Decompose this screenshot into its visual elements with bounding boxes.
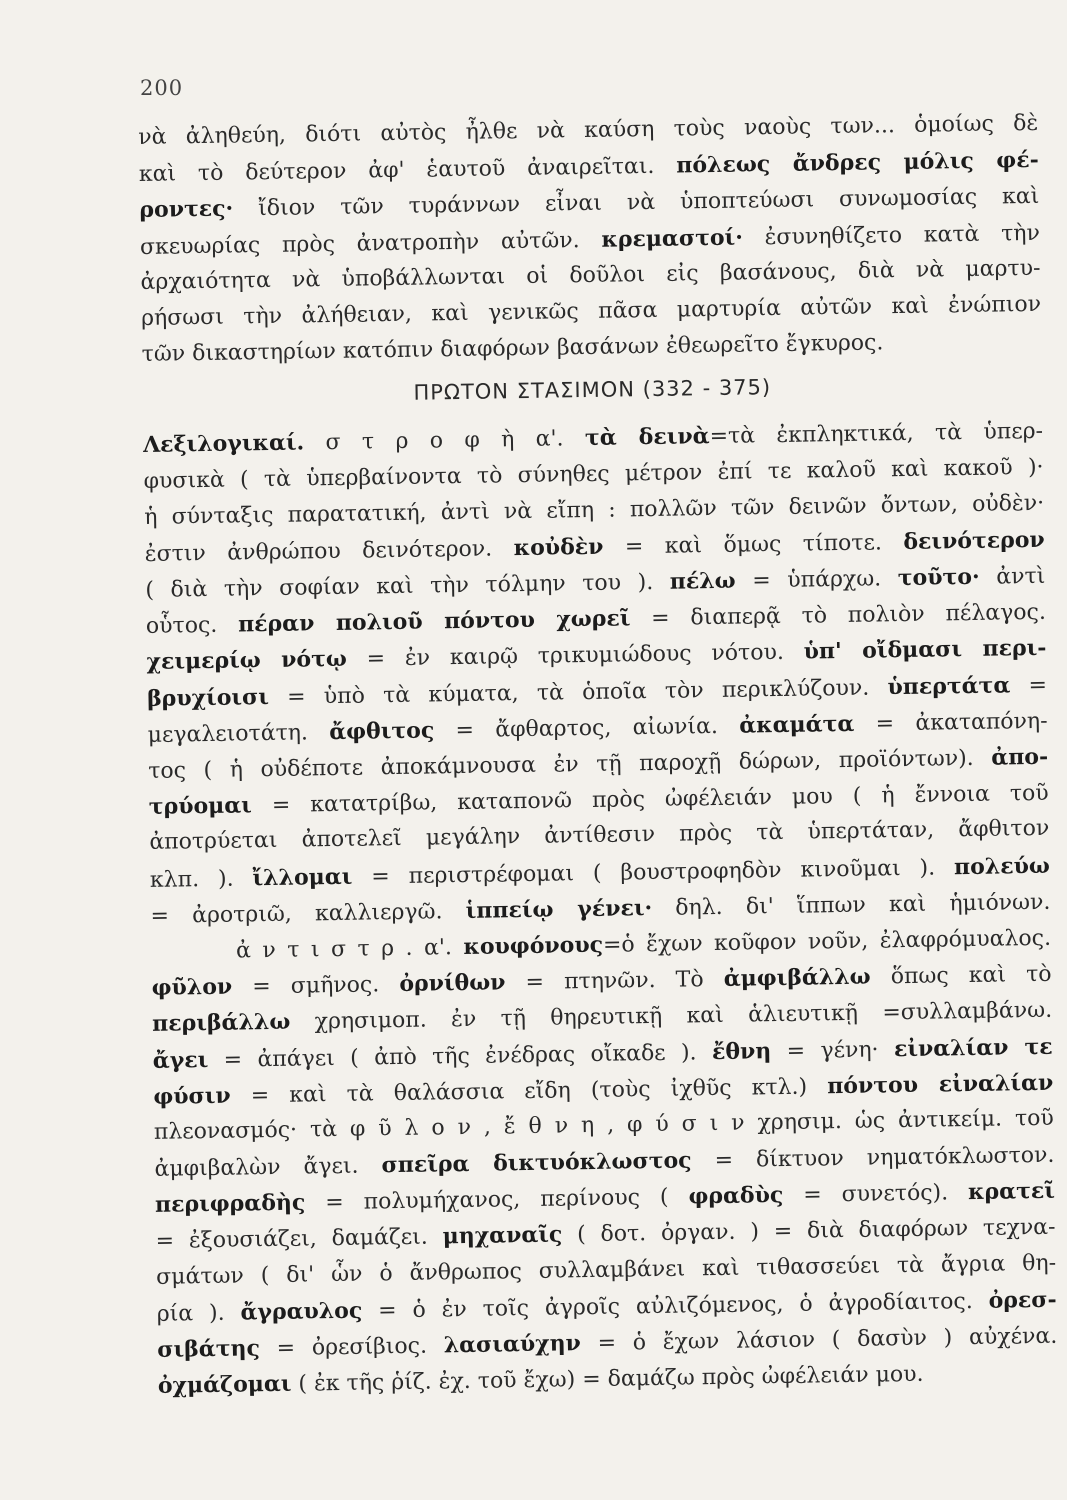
gloss-text: ἡ σύνταξις παρατατική, ἀντὶ νὰ εἴπη : πολλῶν τῶν δεινῶν ὄντων, οὐδὲν· — [144, 490, 1045, 530]
section-heading: ΠΡΩΤΟΝ ΣΤΑΣΙΜΟΝ (332 - 375) — [413, 375, 772, 406]
gloss-text: τος ( ἡ οὐδέποτε ἀποκάμνουσα ἐν τῇ παροχῇ δώρων, προϊόντων). — [148, 745, 992, 784]
lemma-term: κουφόνους — [463, 931, 604, 960]
lemma-term: μηχαναῖς — [442, 1221, 563, 1250]
gloss-text: καὶ τὸ δεύτερον ἀφ' ἑαυτοῦ ἀναιρεῖται. — [138, 153, 677, 188]
gloss-text: νὰ ἀληθεύη, διότι αὐτὸς ἦλθε νὰ καύση τοὺς ναοὺς των... ὁμοίως δὲ — [138, 110, 1039, 150]
lemma-term: πέραν πολιοῦ πόντου χωρεῖ — [237, 605, 631, 638]
gloss-text: = καὶ ὅμως τίποτε. — [603, 529, 904, 560]
gloss-text: ρήσωσι τὴν ἀλήθειαν, καὶ γενικῶς πᾶσα μαρτυρία αὐτῶν καὶ ἐνώπιον — [140, 291, 1042, 331]
gloss-text: δηλ. δι' ἵππων καὶ ἡμιόνων. — [651, 889, 1051, 921]
lemma-term: φύσιν — [153, 1082, 231, 1110]
lemma-term: ὀρνίθων — [399, 969, 506, 998]
lemma-term: χειμερίῳ νότῳ — [146, 646, 348, 676]
gloss-text: σμάτων ( δι' ὧν ὁ ἄνθρωπος συλλαμβάνει καὶ τιθασσεύει τὰ ἄγρια θη- — [155, 1250, 1057, 1290]
gloss-text: σκευωρίας πρὸς ἀνατροπὴν αὐτῶν. — [139, 227, 602, 260]
gloss-text: χρησιμοπ. ἐν τῇ θηρευτικῇ καὶ ἁλιευτικῇ =συλλαμβάνω. — [290, 998, 1053, 1036]
gloss-text: μεγαλειοτάτη. — [147, 719, 330, 748]
gloss-text: ἐστιν ἀνθρώπου δεινότερον. — [144, 536, 514, 567]
lemma-term: σπεῖρα δικτυόκλωστος — [381, 1147, 692, 1179]
gloss-text: = ὁ ἔχων λάσιον ( δασὺν ) αὐχένα. — [580, 1323, 1058, 1357]
gloss-text: = ὑπὸ τὰ κύματα, τὰ ὁποῖα τὸν περικλύζουν. — [268, 674, 888, 710]
gloss-text: = ὀρεσίβιος. — [259, 1333, 444, 1362]
gloss-text: σ τ ρ ο φ ὴ α'. — [304, 426, 586, 456]
lemma-term: τοῦτο· — [897, 563, 980, 592]
lemma-term: δεινότερον — [903, 526, 1045, 555]
gloss-text: = περιστρέφομαι ( βουστροφηδὸν κινοῦμαι ). — [352, 854, 955, 890]
lemma-term: βρυχίοισι — [146, 683, 270, 712]
gloss-text: = σμῆνος. — [231, 972, 400, 1000]
lemma-term: ἀπο- — [991, 743, 1049, 771]
gloss-text: τῶν δικαστηρίων κατόπιν διαφόρων βασάνων ἐθεωρεῖτο ἔγκυρος. — [141, 330, 884, 368]
lemma-term: περιβάλλω — [152, 1009, 291, 1038]
gloss-text: ὅπως καὶ τὸ — [870, 961, 1052, 990]
gloss-text: ἐσυνηθίζετο κατὰ τὴν — [742, 220, 1041, 251]
gloss-text: ἀμφιβαλὼν ἄγει. — [154, 1153, 382, 1182]
gloss-text: = διαπερᾷ τὸ πολιὸν πέλαγος. — [630, 600, 1047, 632]
gloss-text: ἀ ν τ ι σ τ ρ . α'. — [235, 934, 464, 964]
lemma-term: πόλεως ἄνδρες μόλις φέ- — [676, 147, 1039, 179]
gloss-text: ( δοτ. ὀργαν. ) = διὰ διαφόρων τεχνα- — [562, 1215, 1056, 1248]
gloss-text: = ὁ ἐν τοῖς ἀγροῖς αὐλιζόμενος, ὁ ἀγροδίαιτος. — [362, 1288, 989, 1324]
gloss-text: = ἀκαταπόνη- — [854, 708, 1048, 737]
gloss-text: = ἐν καιρῷ τρικυμιώδους νότου. — [346, 640, 804, 673]
lemma-term: ἴλλομαι — [252, 863, 353, 891]
paragraph-vocabulary — [143, 413, 1058, 1404]
gloss-text: = ἀπάγει ( ἀπὸ τῆς ἐνέδρας οἴκαδε ). — [208, 1039, 713, 1073]
lemma-term: ἄφθιτος — [329, 717, 435, 745]
lemma-term: φῦλον — [151, 973, 233, 1002]
lemma-term: ἀκαμάτα — [739, 710, 855, 739]
gloss-text: =τὰ ἐκπληκτικά, τὰ ὑπερ- — [709, 419, 1044, 450]
paragraph-commentary-end — [138, 106, 1042, 373]
gloss-text: ( ἐκ τῆς ῥίζ. ἐχ. τοῦ ἔχω) = δαμάζω πρὸς ὠφέλειάν μου. — [291, 1362, 924, 1397]
gloss-text: = ἄφθαρτος, αἰωνία. — [434, 713, 740, 744]
lemma-term: ὀρεσ- — [988, 1286, 1057, 1314]
lemma-term: ἱππείῳ γένει· — [465, 894, 653, 924]
gloss-text: ἴδιον τῶν τυράννων εἶναι νὰ ὑποπτεύωσι συνωμοσίας καὶ — [233, 184, 1040, 222]
lemma-term: ὑπερτάτα — [887, 671, 1011, 700]
gloss-text: = δίκτυον νηματόκλωστον. — [691, 1142, 1055, 1174]
gloss-text: ( διὰ τὴν σοφίαν καὶ τὴν τόλμην του ). — [145, 569, 671, 604]
lemma-term: σιβάτης — [157, 1335, 261, 1363]
gloss-text: =ὁ ἔχων κοῦφον νοῦν, ἐλαφρόμυαλος. — [602, 925, 1052, 958]
gloss-text: φυσικὰ ( τὰ ὑπερβαίνοντα τὸ σύνηθες μέτρον ἐπί τε καλοῦ καὶ κακοῦ )· — [143, 454, 1044, 494]
lemma-term: ροντες· — [139, 195, 234, 224]
gloss-text: ἀποτρύεται ἀποτελεῖ μεγάλην ἀντίθεσιν πρὸς τὰ ὑπερτάταν, ἄφθιτον — [149, 816, 1050, 856]
lemma-term: πέλω — [669, 567, 736, 595]
lemma-term: ὑπ' οἴδμασι περι- — [803, 635, 1047, 666]
gloss-text: ἀντὶ — [979, 563, 1046, 590]
gloss-text: = γένη· — [771, 1036, 895, 1064]
gloss-text: = πολυμήχανος, περίνους ( — [305, 1184, 689, 1216]
gloss-text: κλπ. ). — [149, 865, 253, 893]
gloss-text: ἀρχαιότητα νὰ ὑποβάλλωνται οἱ δοῦλοι εἰς βασάνους, διὰ νὰ μαρτυ- — [140, 255, 1041, 295]
gloss-text: = κατατρίβω, καταπονῶ πρὸς ὠφέλειάν μου ( ἡ ἔννοια τοῦ — [251, 780, 1049, 819]
lemma-term: λασιαύχην — [443, 1330, 582, 1359]
lemma-term: ἀμφιβάλλω — [723, 963, 871, 993]
gloss-text: = — [1010, 672, 1048, 698]
lemma-term: ἄγει — [152, 1046, 209, 1074]
gloss-text: πλεονασμός· τὰ φ ῦ λ ο ν , ἔ θ ν η , φ ύ σ ι ν χρησιμ. ὡς ἀντικείμ. τοῦ — [153, 1105, 1054, 1145]
lemma-term: πολεύω — [953, 852, 1051, 880]
lemma-term: κρεμαστοί· — [601, 224, 744, 253]
lemma-term: ἄγραυλος — [240, 1297, 363, 1326]
lemma-term: πόντου εἰναλίαν — [827, 1069, 1054, 1099]
text-body — [138, 106, 1058, 1404]
lemma-term: τὰ δεινὰ — [584, 423, 710, 452]
gloss-text: = πτηνῶν. Τὸ — [505, 967, 724, 996]
gloss-text: = συνετός). — [783, 1180, 969, 1209]
gloss-text: = ἐξουσιάζει, δαμάζει. — [155, 1224, 443, 1255]
gloss-text: οὗτος. — [145, 612, 239, 640]
gloss-text: = ἀροτριῶ, καλλιεργῶ. — [150, 898, 466, 929]
lemma-term: ὀχμάζομαι — [157, 1370, 292, 1400]
lemma-term: εἰναλίαν τε — [893, 1033, 1053, 1062]
lemma-term: τρύομαι — [148, 792, 253, 821]
gloss-text: = καὶ τὰ θαλάσσια εἴδη (τοὺς ἰχθῦς κτλ.) — [230, 1073, 828, 1109]
lemma-term: Λεξιλογικαί. — [142, 429, 305, 459]
lemma-term: κοὐδὲν — [513, 533, 604, 562]
lemma-term: ἔθνη — [711, 1037, 772, 1065]
lemma-term: περιφραδὴς — [154, 1189, 306, 1219]
lemma-term: κρατεῖ — [967, 1177, 1056, 1206]
page-number: 200 — [140, 76, 184, 100]
lemma-term: φραδὺς — [688, 1182, 784, 1210]
gloss-text: = ὑπάρχω. — [735, 566, 898, 594]
gloss-text: ρία ). — [156, 1300, 241, 1327]
